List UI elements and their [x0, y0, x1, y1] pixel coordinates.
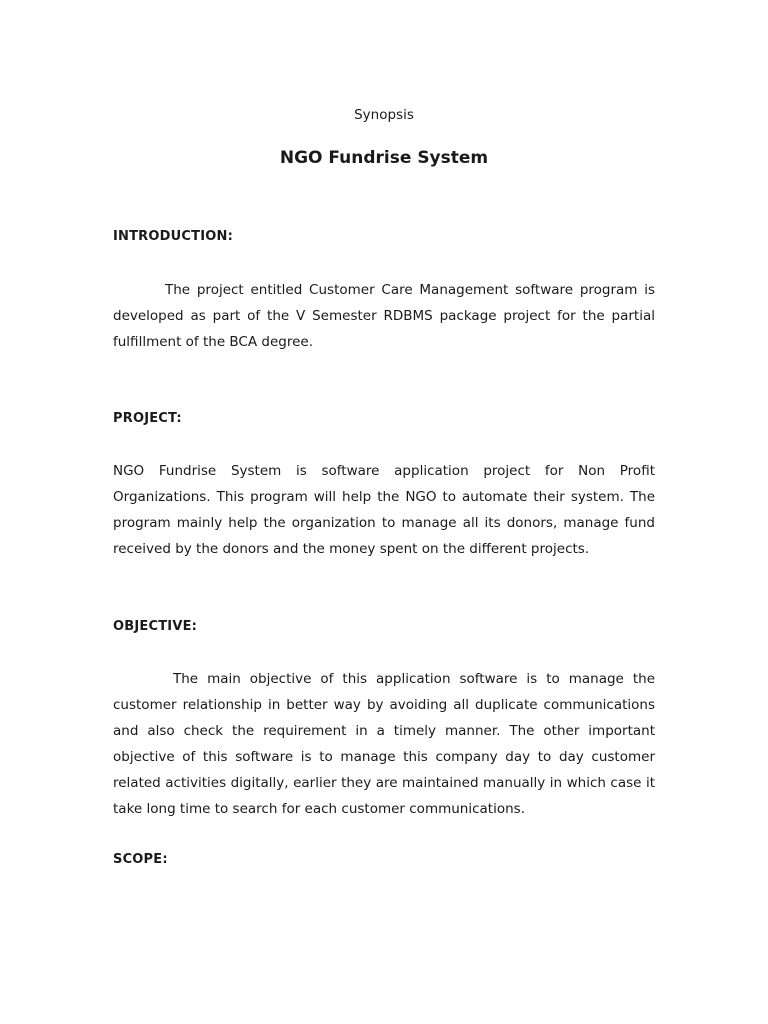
section-body-introduction: The project entitled Customer Care Management software program is developed as part of the V Semester RDBMS package project for the partial fulfillment of the BCA degree. [113, 282, 655, 350]
section-heading-introduction: INTRODUCTION: [113, 229, 233, 244]
section-body-objective: The main objective of this application software is to manage the customer relationship in better way by avoiding all duplicate communications and also check the requirement in a timely manner. The other important objective of this software is to manage this company day to day customer related activities digitally, earlier they are maintained manually in which case it take long time to search for each customer communications. [113, 671, 655, 817]
section-heading-scope: SCOPE: [113, 852, 168, 867]
synopsis-label: Synopsis [354, 107, 414, 123]
section-heading-objective: OBJECTIVE: [113, 619, 198, 634]
section-body-project: NGO Fundrise System is software application project for Non Profit Organizations. This program will help the NGO to automate their system. The program mainly help the organization to manage all its donors, manage fund received by the donors and the money spent on the different projects. [113, 463, 655, 557]
document-title: NGO Fundrise System [279, 148, 489, 168]
section-heading-project: PROJECT: [113, 411, 182, 426]
